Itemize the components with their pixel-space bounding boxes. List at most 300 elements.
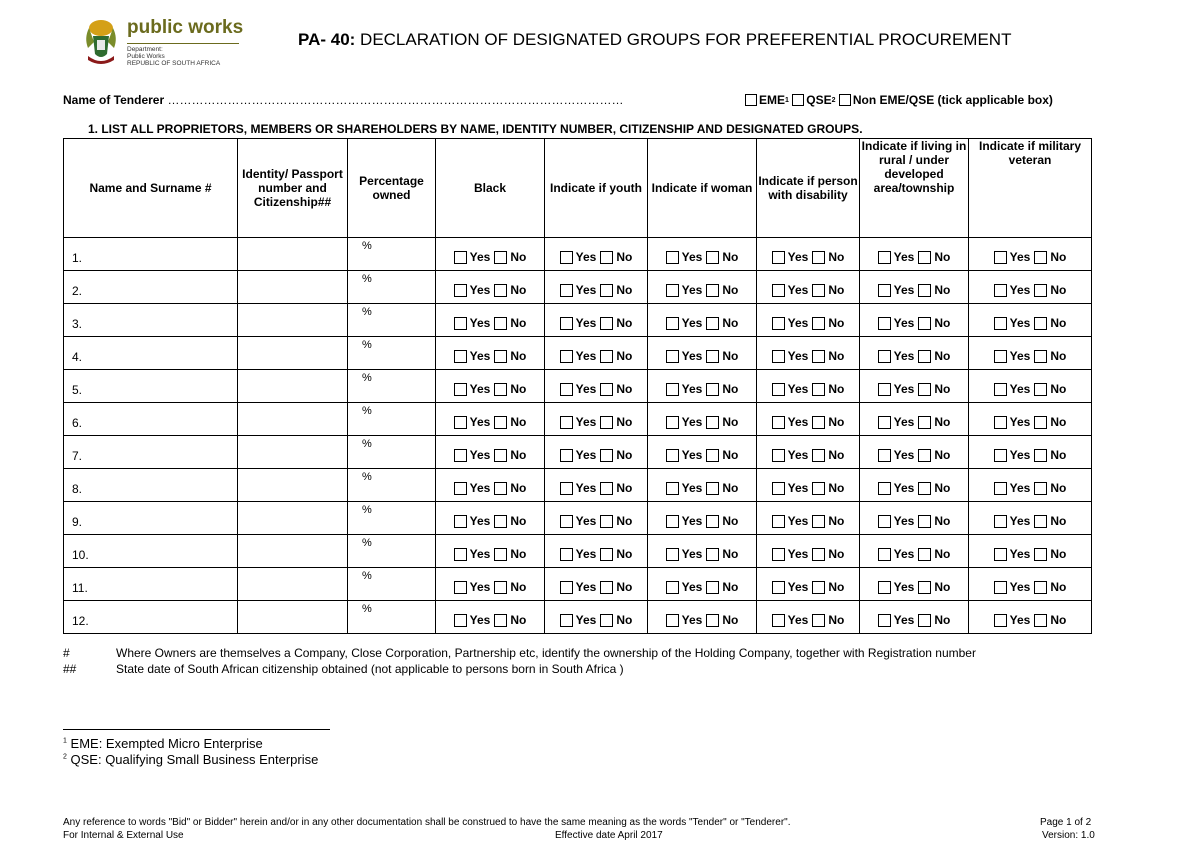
disability-no-checkbox[interactable] xyxy=(812,548,825,561)
no-label: No xyxy=(722,414,739,429)
coat-of-arms-logo xyxy=(80,18,122,68)
row-rural-cell xyxy=(860,238,969,271)
row-number: 8. xyxy=(72,482,83,496)
disability-yes-checkbox[interactable] xyxy=(772,548,785,561)
youth-yes-checkbox[interactable] xyxy=(560,284,573,297)
woman-no-checkbox[interactable] xyxy=(706,383,719,396)
row-percentage-cell[interactable] xyxy=(348,436,436,469)
rural-yes-checkbox[interactable] xyxy=(878,581,891,594)
non-eme-qse-checkbox[interactable] xyxy=(839,94,851,106)
footnote-2-text: QSE: Qualifying Small Business Enterprise xyxy=(66,752,319,767)
disability-no-checkbox[interactable] xyxy=(812,614,825,627)
veteran-yes-checkbox[interactable] xyxy=(994,284,1007,297)
veteran-yes-checkbox[interactable] xyxy=(994,581,1007,594)
row-rural-cell xyxy=(860,370,969,403)
row-black-cell xyxy=(436,403,545,436)
row-percentage-cell[interactable] xyxy=(348,601,436,634)
woman-yes-checkbox[interactable] xyxy=(666,614,679,627)
row-black-cell xyxy=(436,370,545,403)
disability-no-checkbox[interactable] xyxy=(812,515,825,528)
youth-no-checkbox[interactable] xyxy=(600,284,613,297)
yes-label: Yes xyxy=(469,480,491,495)
disability-yes-checkbox[interactable] xyxy=(772,581,785,594)
woman-no-checkbox[interactable] xyxy=(706,317,719,330)
no-label: No xyxy=(616,480,633,495)
youth-yes-checkbox[interactable] xyxy=(560,614,573,627)
youth-no-checkbox[interactable] xyxy=(600,350,613,363)
black-yes-checkbox[interactable] xyxy=(454,515,467,528)
row-rural-cell xyxy=(860,436,969,469)
rural-no-checkbox[interactable] xyxy=(918,614,931,627)
veteran-yes-checkbox[interactable] xyxy=(994,317,1007,330)
no-label: No xyxy=(934,381,951,396)
row-identity-cell[interactable] xyxy=(238,469,348,502)
row-percentage-cell[interactable] xyxy=(348,370,436,403)
black-no-checkbox[interactable] xyxy=(494,350,507,363)
row-identity-cell[interactable] xyxy=(238,370,348,403)
footnote-1-text: EME: Exempted Micro Enterprise xyxy=(66,736,263,751)
black-no-checkbox[interactable] xyxy=(494,548,507,561)
row-youth-cell xyxy=(545,502,648,535)
table-body xyxy=(64,238,1092,634)
disability-no-checkbox[interactable] xyxy=(812,449,825,462)
no-label: No xyxy=(510,612,527,627)
woman-no-checkbox[interactable] xyxy=(706,614,719,627)
disability-no-checkbox[interactable] xyxy=(812,284,825,297)
yes-label: Yes xyxy=(1009,480,1031,495)
row-name-cell[interactable] xyxy=(64,337,238,370)
yes-label: Yes xyxy=(575,612,597,627)
rural-yes-checkbox[interactable] xyxy=(878,383,891,396)
black-no-checkbox[interactable] xyxy=(494,614,507,627)
row-percentage-cell[interactable] xyxy=(348,337,436,370)
woman-no-checkbox[interactable] xyxy=(706,416,719,429)
youth-yes-checkbox[interactable] xyxy=(560,449,573,462)
yes-label: Yes xyxy=(787,480,809,495)
rural-yes-checkbox[interactable] xyxy=(878,482,891,495)
no-label: No xyxy=(934,480,951,495)
woman-no-checkbox[interactable] xyxy=(706,482,719,495)
yes-label: Yes xyxy=(575,381,597,396)
row-percentage-cell[interactable] xyxy=(348,238,436,271)
yes-label: Yes xyxy=(893,447,915,462)
black-no-checkbox[interactable] xyxy=(494,383,507,396)
yes-label: Yes xyxy=(787,282,809,297)
rural-yes-checkbox[interactable] xyxy=(878,350,891,363)
row-youth-cell xyxy=(545,403,648,436)
black-yes-checkbox[interactable] xyxy=(454,482,467,495)
row-identity-cell[interactable] xyxy=(238,337,348,370)
veteran-no-checkbox[interactable] xyxy=(1034,284,1047,297)
yes-label: Yes xyxy=(575,249,597,264)
veteran-no-checkbox[interactable] xyxy=(1034,581,1047,594)
rural-yes-checkbox[interactable] xyxy=(878,317,891,330)
row-identity-cell[interactable] xyxy=(238,403,348,436)
disability-yes-checkbox[interactable] xyxy=(772,350,785,363)
black-no-checkbox[interactable] xyxy=(494,482,507,495)
woman-yes-checkbox[interactable] xyxy=(666,350,679,363)
no-label: No xyxy=(616,282,633,297)
veteran-yes-checkbox[interactable] xyxy=(994,350,1007,363)
row-disability-cell xyxy=(757,469,860,502)
yes-label: Yes xyxy=(1009,579,1031,594)
veteran-no-checkbox[interactable] xyxy=(1034,548,1047,561)
black-yes-checkbox[interactable] xyxy=(454,383,467,396)
disability-no-checkbox[interactable] xyxy=(812,251,825,264)
black-no-checkbox[interactable] xyxy=(494,251,507,264)
rural-yes-checkbox[interactable] xyxy=(878,449,891,462)
black-yes-checkbox[interactable] xyxy=(454,284,467,297)
black-yes-checkbox[interactable] xyxy=(454,251,467,264)
col-header-disability: Indicate if person with disability xyxy=(757,139,860,238)
veteran-no-checkbox[interactable] xyxy=(1034,416,1047,429)
disability-yes-checkbox[interactable] xyxy=(772,449,785,462)
row-percentage-cell[interactable] xyxy=(348,568,436,601)
col-header-youth: Indicate if youth xyxy=(545,139,648,238)
disability-yes-checkbox[interactable] xyxy=(772,284,785,297)
no-label: No xyxy=(934,546,951,561)
footnote-2-number: 2 xyxy=(63,753,67,761)
table-row xyxy=(64,403,1092,436)
row-identity-cell[interactable] xyxy=(238,601,348,634)
disability-yes-checkbox[interactable] xyxy=(772,251,785,264)
youth-no-checkbox[interactable] xyxy=(600,449,613,462)
col-header-black: Black xyxy=(436,139,545,238)
tenderer-name-field[interactable] xyxy=(63,93,623,107)
row-identity-cell[interactable] xyxy=(238,535,348,568)
no-label: No xyxy=(616,381,633,396)
row-percentage-cell[interactable] xyxy=(348,469,436,502)
no-label: No xyxy=(510,414,527,429)
veteran-no-checkbox[interactable] xyxy=(1034,350,1047,363)
youth-no-checkbox[interactable] xyxy=(600,416,613,429)
yes-label: Yes xyxy=(787,249,809,264)
percent-symbol: % xyxy=(362,471,372,483)
youth-no-checkbox[interactable] xyxy=(600,383,613,396)
veteran-no-checkbox[interactable] xyxy=(1034,383,1047,396)
no-label: No xyxy=(934,282,951,297)
table-row xyxy=(64,502,1092,535)
youth-no-checkbox[interactable] xyxy=(600,251,613,264)
row-name-cell[interactable] xyxy=(64,469,238,502)
row-name-cell[interactable] xyxy=(64,238,238,271)
woman-yes-checkbox[interactable] xyxy=(666,449,679,462)
youth-yes-checkbox[interactable] xyxy=(560,350,573,363)
row-number: 6. xyxy=(72,416,83,430)
rural-no-checkbox[interactable] xyxy=(918,482,931,495)
yes-label: Yes xyxy=(681,381,703,396)
disability-yes-checkbox[interactable] xyxy=(772,515,785,528)
row-name-cell[interactable] xyxy=(64,535,238,568)
row-veteran-cell xyxy=(969,436,1092,469)
row-number: 4. xyxy=(72,350,83,364)
row-black-cell xyxy=(436,337,545,370)
note-text-2: State date of South African citizenship obtained (not applicable to persons born in South Africa ) xyxy=(116,662,624,676)
disability-yes-checkbox[interactable] xyxy=(772,482,785,495)
rural-no-checkbox[interactable] xyxy=(918,383,931,396)
disability-yes-checkbox[interactable] xyxy=(772,416,785,429)
rural-yes-checkbox[interactable] xyxy=(878,251,891,264)
row-name-cell[interactable] xyxy=(64,271,238,304)
yes-label: Yes xyxy=(575,480,597,495)
youth-yes-checkbox[interactable] xyxy=(560,416,573,429)
row-identity-cell[interactable] xyxy=(238,238,348,271)
veteran-no-checkbox[interactable] xyxy=(1034,449,1047,462)
woman-yes-checkbox[interactable] xyxy=(666,383,679,396)
woman-yes-checkbox[interactable] xyxy=(666,548,679,561)
woman-no-checkbox[interactable] xyxy=(706,449,719,462)
qse-label: QSE xyxy=(806,93,832,107)
woman-yes-checkbox[interactable] xyxy=(666,317,679,330)
row-identity-cell[interactable] xyxy=(238,502,348,535)
rural-no-checkbox[interactable] xyxy=(918,251,931,264)
dept-sub-line-2: Public Works xyxy=(127,53,165,60)
row-veteran-cell xyxy=(969,238,1092,271)
yes-label: Yes xyxy=(893,315,915,330)
black-no-checkbox[interactable] xyxy=(494,284,507,297)
yes-label: Yes xyxy=(469,612,491,627)
veteran-yes-checkbox[interactable] xyxy=(994,515,1007,528)
yes-label: Yes xyxy=(681,447,703,462)
row-percentage-cell[interactable] xyxy=(348,403,436,436)
row-disability-cell xyxy=(757,568,860,601)
row-identity-cell[interactable] xyxy=(238,568,348,601)
percent-symbol: % xyxy=(362,339,372,351)
row-disability-cell xyxy=(757,370,860,403)
disability-yes-checkbox[interactable] xyxy=(772,383,785,396)
veteran-yes-checkbox[interactable] xyxy=(994,482,1007,495)
row-disability-cell xyxy=(757,502,860,535)
youth-yes-checkbox[interactable] xyxy=(560,581,573,594)
yes-label: Yes xyxy=(575,513,597,528)
rural-no-checkbox[interactable] xyxy=(918,416,931,429)
woman-yes-checkbox[interactable] xyxy=(666,251,679,264)
row-black-cell xyxy=(436,304,545,337)
declaration-table xyxy=(63,138,1092,634)
youth-no-checkbox[interactable] xyxy=(600,515,613,528)
veteran-no-checkbox[interactable] xyxy=(1034,482,1047,495)
woman-no-checkbox[interactable] xyxy=(706,251,719,264)
woman-no-checkbox[interactable] xyxy=(706,548,719,561)
rural-yes-checkbox[interactable] xyxy=(878,284,891,297)
youth-yes-checkbox[interactable] xyxy=(560,251,573,264)
non-eme-qse-label: Non EME/QSE (tick applicable box) xyxy=(852,93,1053,107)
youth-yes-checkbox[interactable] xyxy=(560,515,573,528)
no-label: No xyxy=(934,414,951,429)
rural-yes-checkbox[interactable] xyxy=(878,515,891,528)
youth-yes-checkbox[interactable] xyxy=(560,317,573,330)
youth-no-checkbox[interactable] xyxy=(600,581,613,594)
row-veteran-cell xyxy=(969,502,1092,535)
footnote-2 xyxy=(63,752,318,767)
woman-yes-checkbox[interactable] xyxy=(666,284,679,297)
disability-no-checkbox[interactable] xyxy=(812,317,825,330)
rural-no-checkbox[interactable] xyxy=(918,350,931,363)
table-row xyxy=(64,535,1092,568)
col-header-identity: Identity/ Passport number and Citizenship## xyxy=(238,139,348,238)
black-yes-checkbox[interactable] xyxy=(454,548,467,561)
row-name-cell[interactable] xyxy=(64,370,238,403)
rural-yes-checkbox[interactable] xyxy=(878,416,891,429)
youth-yes-checkbox[interactable] xyxy=(560,383,573,396)
veteran-no-checkbox[interactable] xyxy=(1034,251,1047,264)
row-identity-cell[interactable] xyxy=(238,271,348,304)
youth-yes-checkbox[interactable] xyxy=(560,548,573,561)
youth-yes-checkbox[interactable] xyxy=(560,482,573,495)
qse-checkbox[interactable] xyxy=(792,94,804,106)
table-row xyxy=(64,568,1092,601)
yes-label: Yes xyxy=(787,579,809,594)
tenderer-dotted-line[interactable]: …………………………………………………………………………………………………… xyxy=(164,93,624,107)
rural-no-checkbox[interactable] xyxy=(918,317,931,330)
footer-page-number: Page 1 of 2 xyxy=(1040,817,1092,828)
disability-no-checkbox[interactable] xyxy=(812,416,825,429)
black-no-checkbox[interactable] xyxy=(494,449,507,462)
row-black-cell xyxy=(436,535,545,568)
disability-yes-checkbox[interactable] xyxy=(772,317,785,330)
veteran-no-checkbox[interactable] xyxy=(1034,515,1047,528)
rural-no-checkbox[interactable] xyxy=(918,515,931,528)
row-name-cell[interactable] xyxy=(64,436,238,469)
black-no-checkbox[interactable] xyxy=(494,581,507,594)
disability-no-checkbox[interactable] xyxy=(812,383,825,396)
row-name-cell[interactable] xyxy=(64,502,238,535)
woman-no-checkbox[interactable] xyxy=(706,581,719,594)
rural-yes-checkbox[interactable] xyxy=(878,614,891,627)
no-label: No xyxy=(616,348,633,363)
black-no-checkbox[interactable] xyxy=(494,515,507,528)
percent-symbol: % xyxy=(362,504,372,516)
row-veteran-cell xyxy=(969,568,1092,601)
row-number: 5. xyxy=(72,383,83,397)
yes-label: Yes xyxy=(469,579,491,594)
row-youth-cell xyxy=(545,535,648,568)
col-header-name: Name and Surname # xyxy=(64,139,238,238)
yes-label: Yes xyxy=(469,513,491,528)
dept-sub-line-3: REPUBLIC OF SOUTH AFRICA xyxy=(127,60,221,67)
yes-label: Yes xyxy=(469,414,491,429)
youth-no-checkbox[interactable] xyxy=(600,482,613,495)
qse-footnote-ref: 2 xyxy=(831,96,836,104)
yes-label: Yes xyxy=(681,249,703,264)
rural-no-checkbox[interactable] xyxy=(918,548,931,561)
row-percentage-cell[interactable] xyxy=(348,271,436,304)
rural-no-checkbox[interactable] xyxy=(918,581,931,594)
woman-yes-checkbox[interactable] xyxy=(666,515,679,528)
no-label: No xyxy=(1050,315,1067,330)
row-identity-cell[interactable] xyxy=(238,436,348,469)
youth-no-checkbox[interactable] xyxy=(600,614,613,627)
black-yes-checkbox[interactable] xyxy=(454,350,467,363)
eme-checkbox[interactable] xyxy=(745,94,757,106)
row-rural-cell xyxy=(860,601,969,634)
no-label: No xyxy=(828,315,845,330)
row-name-cell[interactable] xyxy=(64,568,238,601)
rural-no-checkbox[interactable] xyxy=(918,284,931,297)
veteran-yes-checkbox[interactable] xyxy=(994,449,1007,462)
black-yes-checkbox[interactable] xyxy=(454,317,467,330)
no-label: No xyxy=(510,282,527,297)
veteran-yes-checkbox[interactable] xyxy=(994,416,1007,429)
woman-yes-checkbox[interactable] xyxy=(666,581,679,594)
row-percentage-cell[interactable] xyxy=(348,304,436,337)
no-label: No xyxy=(616,579,633,594)
disability-yes-checkbox[interactable] xyxy=(772,614,785,627)
row-woman-cell xyxy=(648,337,757,370)
woman-yes-checkbox[interactable] xyxy=(666,482,679,495)
black-yes-checkbox[interactable] xyxy=(454,416,467,429)
woman-yes-checkbox[interactable] xyxy=(666,416,679,429)
row-veteran-cell xyxy=(969,337,1092,370)
veteran-no-checkbox[interactable] xyxy=(1034,614,1047,627)
veteran-yes-checkbox[interactable] xyxy=(994,251,1007,264)
woman-no-checkbox[interactable] xyxy=(706,284,719,297)
veteran-yes-checkbox[interactable] xyxy=(994,614,1007,627)
woman-no-checkbox[interactable] xyxy=(706,515,719,528)
yes-label: Yes xyxy=(893,381,915,396)
no-label: No xyxy=(510,447,527,462)
no-label: No xyxy=(722,447,739,462)
row-woman-cell xyxy=(648,568,757,601)
no-label: No xyxy=(828,414,845,429)
row-woman-cell xyxy=(648,469,757,502)
no-label: No xyxy=(722,546,739,561)
disability-no-checkbox[interactable] xyxy=(812,482,825,495)
rural-yes-checkbox[interactable] xyxy=(878,548,891,561)
woman-no-checkbox[interactable] xyxy=(706,350,719,363)
row-rural-cell xyxy=(860,304,969,337)
black-yes-checkbox[interactable] xyxy=(454,449,467,462)
disability-no-checkbox[interactable] xyxy=(812,350,825,363)
black-no-checkbox[interactable] xyxy=(494,317,507,330)
rural-no-checkbox[interactable] xyxy=(918,449,931,462)
row-percentage-cell[interactable] xyxy=(348,502,436,535)
no-label: No xyxy=(616,546,633,561)
row-identity-cell[interactable] xyxy=(238,304,348,337)
youth-no-checkbox[interactable] xyxy=(600,317,613,330)
yes-label: Yes xyxy=(575,282,597,297)
row-number: 3. xyxy=(72,317,83,331)
yes-label: Yes xyxy=(469,282,491,297)
yes-label: Yes xyxy=(1009,348,1031,363)
yes-label: Yes xyxy=(1009,381,1031,396)
row-percentage-cell[interactable] xyxy=(348,535,436,568)
veteran-no-checkbox[interactable] xyxy=(1034,317,1047,330)
veteran-yes-checkbox[interactable] xyxy=(994,548,1007,561)
yes-label: Yes xyxy=(469,315,491,330)
yes-label: Yes xyxy=(469,546,491,561)
no-label: No xyxy=(828,249,845,264)
row-name-cell[interactable] xyxy=(64,601,238,634)
black-no-checkbox[interactable] xyxy=(494,416,507,429)
table-row xyxy=(64,601,1092,634)
col-header-woman: Indicate if woman xyxy=(648,139,757,238)
row-name-cell[interactable] xyxy=(64,403,238,436)
yes-label: Yes xyxy=(469,447,491,462)
row-number: 9. xyxy=(72,515,83,529)
youth-no-checkbox[interactable] xyxy=(600,548,613,561)
disability-no-checkbox[interactable] xyxy=(812,581,825,594)
veteran-yes-checkbox[interactable] xyxy=(994,383,1007,396)
table-row xyxy=(64,370,1092,403)
black-yes-checkbox[interactable] xyxy=(454,614,467,627)
table-row xyxy=(64,436,1092,469)
row-name-cell[interactable] xyxy=(64,304,238,337)
table-row xyxy=(64,469,1092,502)
no-label: No xyxy=(1050,546,1067,561)
footer-effective-date: Effective date April 2017 xyxy=(555,830,663,841)
black-yes-checkbox[interactable] xyxy=(454,581,467,594)
